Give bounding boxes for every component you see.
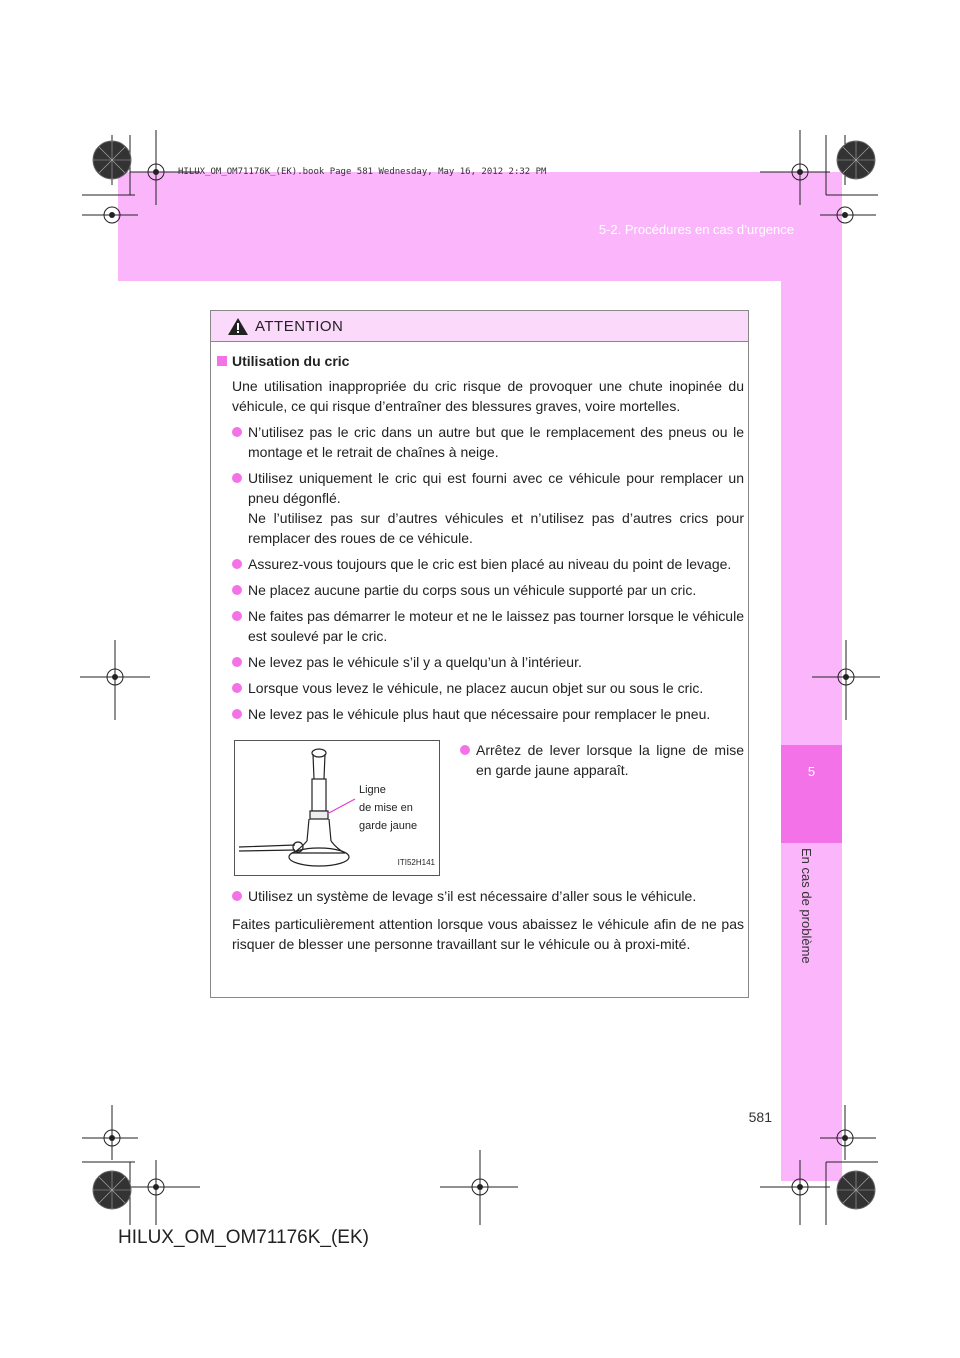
square-bullet-icon — [217, 356, 227, 366]
figure-label-line2: de mise en — [359, 802, 413, 814]
warning-outro: Faites particulièrement attention lorsque vous abaissez le véhicule afin de ne pas risquer de blesser une personne travaillant sur le véhicule ou à proxi-mité. — [232, 916, 744, 952]
book-stamp: HILUX_OM_OM71176K_(EK).book Page 581 Wednesday, May 16, 2012 2:32 PM — [178, 167, 547, 177]
figure-bullet — [460, 734, 744, 780]
list-item — [232, 678, 744, 698]
list-item-text: Lorsque vous levez le véhicule, ne placez aucun objet sur ou sous le cric. — [248, 680, 704, 696]
list-item-text: Utilisez uniquement le cric qui est fourni avec ce véhicule pour remplacer un pneu dégonflé. — [248, 470, 744, 506]
list-item — [460, 740, 744, 780]
figure-row — [216, 734, 744, 884]
bullet-icon — [232, 427, 242, 437]
bullet-icon — [232, 657, 242, 667]
list-item-text: Ne faites pas démarrer le moteur et ne le laissez pas tourner lorsque le véhicule est soulevé par le cric. — [248, 608, 744, 644]
bullet-icon — [232, 709, 242, 719]
warning-header — [211, 311, 748, 342]
figure-label-line3: garde jaune — [359, 820, 418, 832]
bullet-icon — [232, 611, 242, 621]
warning-box — [210, 310, 749, 998]
bullet-icon — [460, 745, 470, 755]
list-item-text: Ne placez aucune partie du corps sous un véhicule supporté par un cric. — [248, 582, 697, 598]
list-item-text: N’utilisez pas le cric dans un autre but que le remplacement des pneus ou le montage et le retrait de chaînes à neige. — [248, 424, 744, 460]
list-item-text: Ne levez pas le véhicule s’il y a quelqu’un à l’intérieur. — [248, 654, 582, 670]
list-item — [232, 468, 744, 548]
jack-illustration — [234, 740, 440, 876]
list-item — [232, 606, 744, 646]
list-item-text: Ne levez pas le véhicule plus haut que nécessaire pour remplacer le pneu. — [248, 706, 711, 722]
warning-triangle-icon — [227, 317, 249, 336]
list-item-text-continued: Ne l’utilisez pas sur d’autres véhicules et n’utilisez pas d’autres crics pour remplacer des roues de ce véhicule. — [248, 510, 744, 546]
warning-heading — [216, 351, 744, 371]
warning-content — [216, 351, 744, 954]
list-item-text: Utilisez un système de levage s’il est nécessaire d’aller sous le véhicule. — [248, 888, 697, 904]
warning-title: ATTENTION — [255, 318, 344, 335]
warning-intro: Une utilisation inappropriée du cric risque de provoquer une chute inopinée du véhicule, ce qui risque d’entraîner des blessures graves, voire mortelles. — [232, 378, 744, 414]
doc-code: HILUX_OM_OM71176K_(EK) — [118, 1227, 369, 1248]
list-item — [232, 580, 744, 600]
list-item — [232, 652, 744, 672]
chapter-number: 5 — [807, 764, 816, 779]
list-item-text: Assurez-vous toujours que le cric est bien placé au niveau du point de levage. — [248, 556, 732, 572]
list-item — [232, 554, 744, 574]
bullet-icon — [232, 585, 242, 595]
page-number: 581 — [748, 1109, 772, 1125]
list-item — [232, 886, 744, 906]
list-item-text: Arrêtez de lever lorsque la ligne de mise en garde jaune apparaît. — [476, 742, 744, 778]
bullet-icon — [232, 891, 242, 901]
section-header: 5-2. Procédures en cas d’urgence — [598, 222, 794, 237]
chapter-title: En cas de problème — [799, 848, 814, 964]
list-item — [232, 704, 744, 724]
list-item — [232, 422, 744, 462]
bullet-icon — [232, 559, 242, 569]
figure-code: ITI52H141 — [397, 858, 435, 867]
bullet-icon — [232, 683, 242, 693]
warning-heading-text: Utilisation du cric — [232, 353, 350, 369]
figure-label-line1: Ligne — [359, 784, 386, 796]
figure-label — [359, 781, 417, 835]
bullet-icon — [232, 473, 242, 483]
